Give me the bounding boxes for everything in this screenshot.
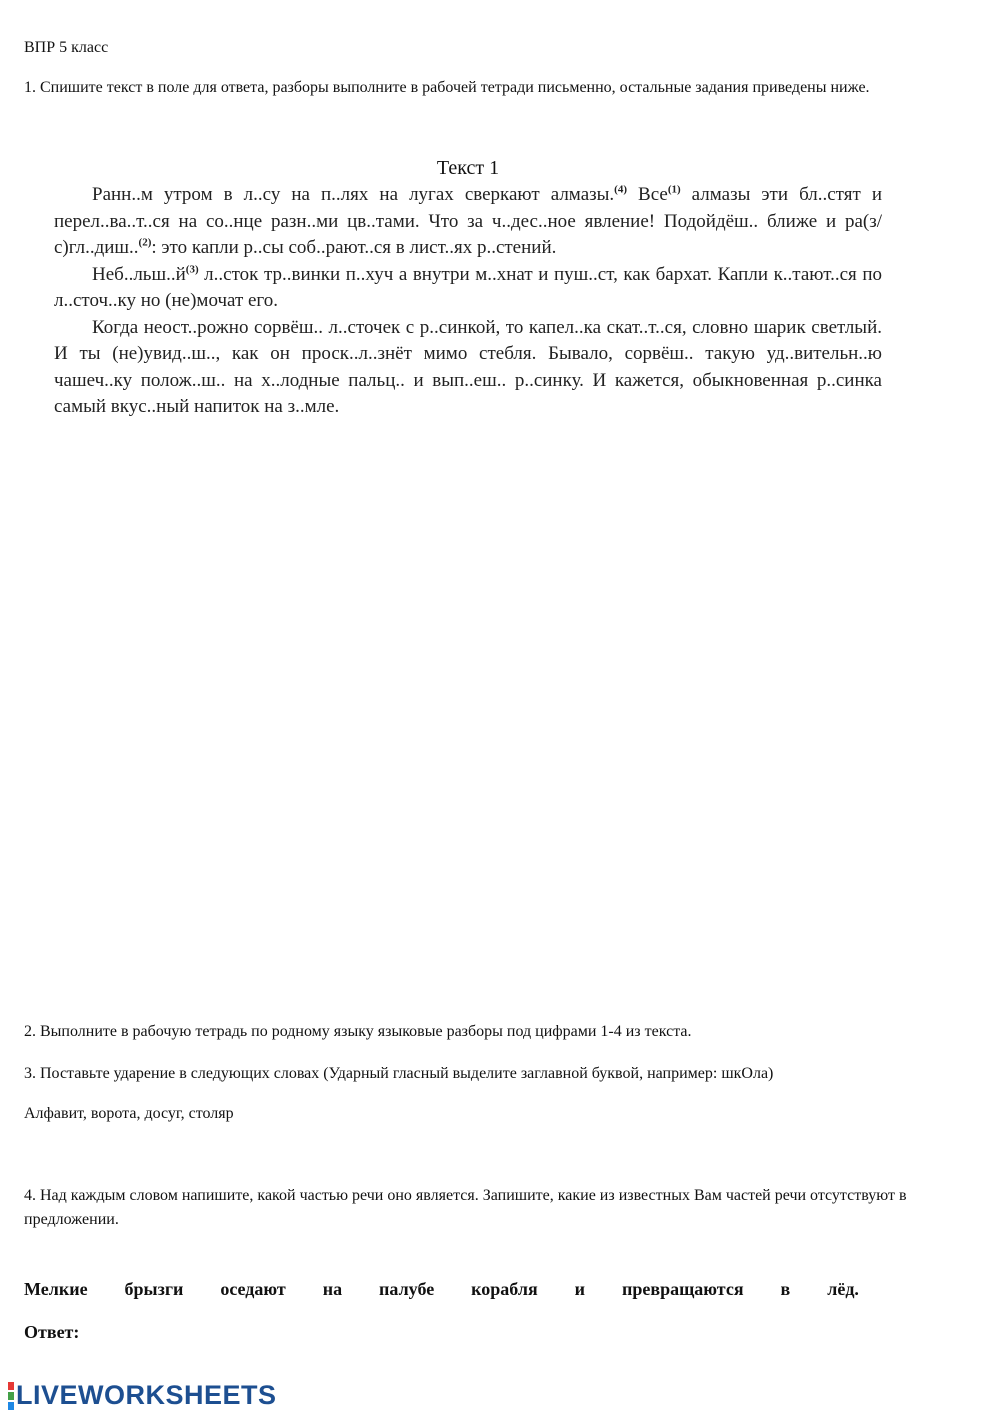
p1-part-b: Все (626, 184, 668, 205)
text1-block (54, 154, 882, 421)
task4-sentence (24, 1276, 859, 1302)
sentence-word: корабля (471, 1279, 538, 1299)
text1-paragraph-2 (54, 262, 882, 315)
p1-part-c: алмазы эти бл..стят и перел..ва..т..ся на со..нце разн..ми цв..тами. Что за ч..дес..ное явление! Подойдёш.. ближе и ра(з/с)гл..диш.. (54, 184, 882, 258)
logo-mark-blue (8, 1402, 14, 1410)
sentence-word: палубе (379, 1279, 435, 1299)
footnote-4: (4) (614, 183, 627, 196)
sentence-word: и (574, 1279, 586, 1299)
logo-text: LIVEWORKSHEETS (16, 1380, 277, 1410)
text1-paragraph-3: Когда неост..рожно сорвёш.. л..сточек с р..синкой, то капел..ка скат..т..ся, словно шарик светлый. И ты (не)увид..ш.., как он проск..л..знёт мимо стебля. Бывало, сорвёш.. такую уд..вительн..ю чашеч..ку полож..ш.. на х..лодные пальц.. и вып..еш.. р..синку. И кажется, обыкновенная р..синка самый вкус..ный напиток на з..мле. (54, 316, 882, 417)
sentence-word: в (780, 1279, 791, 1299)
sentence-word: на (322, 1279, 343, 1299)
footnote-1: (1) (667, 183, 681, 196)
logo-mark-red (8, 1382, 14, 1390)
sentence-word: превращаются (621, 1279, 744, 1299)
task2-instruction: 2. Выполните в рабочую тетрадь по родному языку языковые разборы под цифрами 1-4 из текста. (24, 1023, 692, 1040)
answer-label: Ответ: (24, 1322, 80, 1342)
text1-title: Текст 1 (436, 157, 500, 179)
task4-instruction: 4. Над каждым словом напишите, какой частью речи оно является. Запишите, какие из известных Вам частей речи отсутствуют в предложении. (24, 1187, 907, 1228)
task3-instruction: 3. Поставьте ударение в следующих словах (Ударный гласный выделите заглавной буквой, например: шкОла) (24, 1065, 774, 1082)
p2-part-b: л..сток тр..винки п..хуч а внутри м..хнат и пуш..ст, как бархат. Капли к..тают..ся по л..сточ..ку но (не)мочат его. (54, 263, 882, 311)
p2-part-a: Неб..льш..й (92, 263, 186, 285)
sentence-word: Мелкие (24, 1279, 88, 1299)
p1-part-d: : это капли р..сы соб..рают..ся в лист..ях р..стений. (151, 237, 557, 258)
logo-mark-green (8, 1392, 14, 1400)
task1-instruction: 1. Спишите текст в поле для ответа, разборы выполните в рабочей тетради письменно, остальные задания приведены ниже. (24, 79, 870, 96)
page-header: ВПР 5 класс (24, 39, 109, 56)
logo-mark-icon (8, 1381, 14, 1411)
text1-paragraph-1 (54, 182, 882, 262)
footnote-3: (3) (185, 263, 199, 276)
sentence-word: лёд. (827, 1279, 859, 1299)
sentence-word: оседают (220, 1279, 286, 1299)
p1-part-a: Ранн..м утром в л..су на п..лях на лугах сверкают алмазы. (92, 184, 615, 205)
task3-word-list: Алфавит, ворота, досуг, столяр (24, 1105, 234, 1122)
liveworksheets-logo (8, 1380, 277, 1411)
footnote-2: (2) (138, 236, 152, 249)
sentence-word: брызги (124, 1279, 184, 1299)
